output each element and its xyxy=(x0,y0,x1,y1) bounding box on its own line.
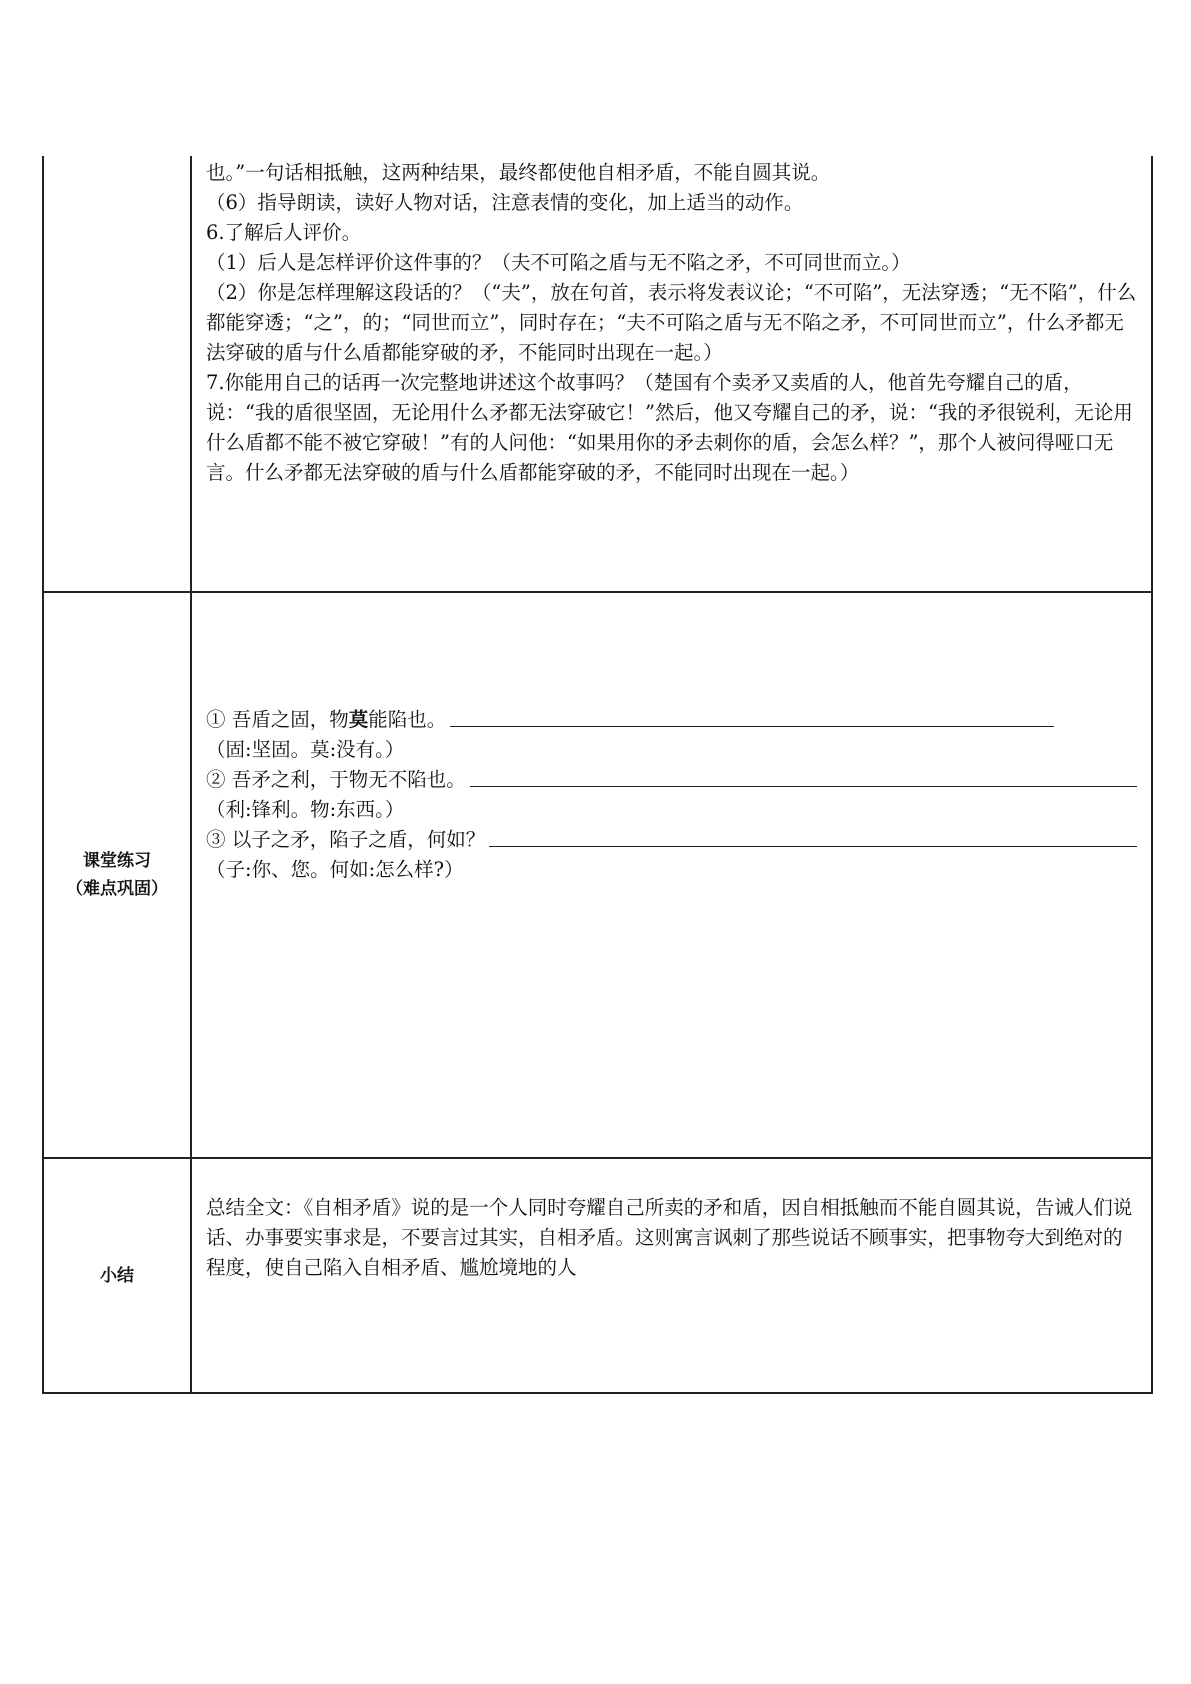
exercise-1-emphasis: 莫 xyxy=(348,708,369,731)
paragraph: 7.你能用自己的话再一次完整地讲述这个故事吗？（楚国有个卖矛又卖盾的人，他首先夸耀自己的盾，说：“我的盾很坚固，无论用什么矛都无法穿破它！”然后，他又夸耀自己的矛，说：“我的矛很锐利，无论用什么盾都不能不被它穿破！”有的人问他：“如果用你的矛去刺你的盾，会怎么样？”，那个人被问得哑口无言。什么矛都无法穿破的盾与什么盾都能穿破的矛，不能同时出现在一起。） xyxy=(206,371,1133,484)
summary-label: 小结 xyxy=(43,1158,191,1393)
exercise-1-note: （固:坚固。莫:没有。） xyxy=(206,738,405,761)
paragraph: （2）你是怎样理解这段话的？（“夫”，放在句首，表示将发表议论；“不可陷”，无法穿透；“无不陷”，什么都能穿透；“之”，的；“同世而立”，同时存在；“夫不可陷之盾与无不陷之矛，不可同世而立”，什么矛都无法穿破的盾与什么盾都能穿破的矛，不能同时出现在一起。） xyxy=(206,281,1137,364)
exercise-item-3 xyxy=(206,825,1137,855)
answer-blank[interactable] xyxy=(489,846,1137,847)
row-label-empty xyxy=(43,156,191,592)
exercise-3-text: ③ 以子之矛，陷子之盾，何如？ xyxy=(206,828,486,851)
answer-blank[interactable] xyxy=(470,786,1137,787)
summary-text: 总结全文：《自相矛盾》说的是一个人同时夸耀自己所卖的矛和盾，因自相抵触而不能自圆其说，告诫人们说话、办事要实事求是，不要言过其实，自相矛盾。这则寓言讽刺了那些说话不顾事实，把事物夸大到绝对的程度，使自己陷入自相矛盾、尴尬境地的人 xyxy=(206,1196,1133,1279)
exercise-item-1 xyxy=(206,705,1137,735)
summary-content xyxy=(191,1158,1152,1393)
exercise-2-text: ② 吾矛之利，于物无不陷也。 xyxy=(206,768,466,791)
lesson-plan-table xyxy=(42,156,1153,1394)
paragraph: （1）后人是怎样评价这件事的？（夫不可陷之盾与无不陷之矛，不可同世而立。） xyxy=(206,251,911,274)
paragraph: 6.了解后人评价。 xyxy=(206,221,362,244)
exercise-label: 课堂练习 xyxy=(83,851,151,871)
classroom-exercise-row xyxy=(43,592,1152,1158)
exercise-2-note: （利:锋利。物:东西。） xyxy=(206,798,405,821)
answer-blank[interactable] xyxy=(450,726,1054,727)
exercise-sublabel: （难点巩固） xyxy=(66,879,168,899)
row-label-exercise xyxy=(43,592,191,1158)
exercise-1-text-end: 能陷也。 xyxy=(368,708,447,731)
paragraph: （6）指导朗读，读好人物对话，注意表情的变化，加上适当的动作。 xyxy=(206,191,804,214)
teaching-process-row xyxy=(43,156,1152,592)
exercise-content xyxy=(191,592,1152,1158)
exercise-1-text: ① 吾盾之固，物 xyxy=(206,708,349,731)
exercise-3-note: （子:你、您。何如:怎么样?） xyxy=(206,858,464,881)
paragraph: 也。”一句话相抵触，这两种结果，最终都使他自相矛盾，不能自圆其说。 xyxy=(206,161,831,184)
exercise-item-2 xyxy=(206,765,1137,795)
teaching-process-content xyxy=(191,156,1152,592)
summary-row xyxy=(43,1158,1152,1393)
